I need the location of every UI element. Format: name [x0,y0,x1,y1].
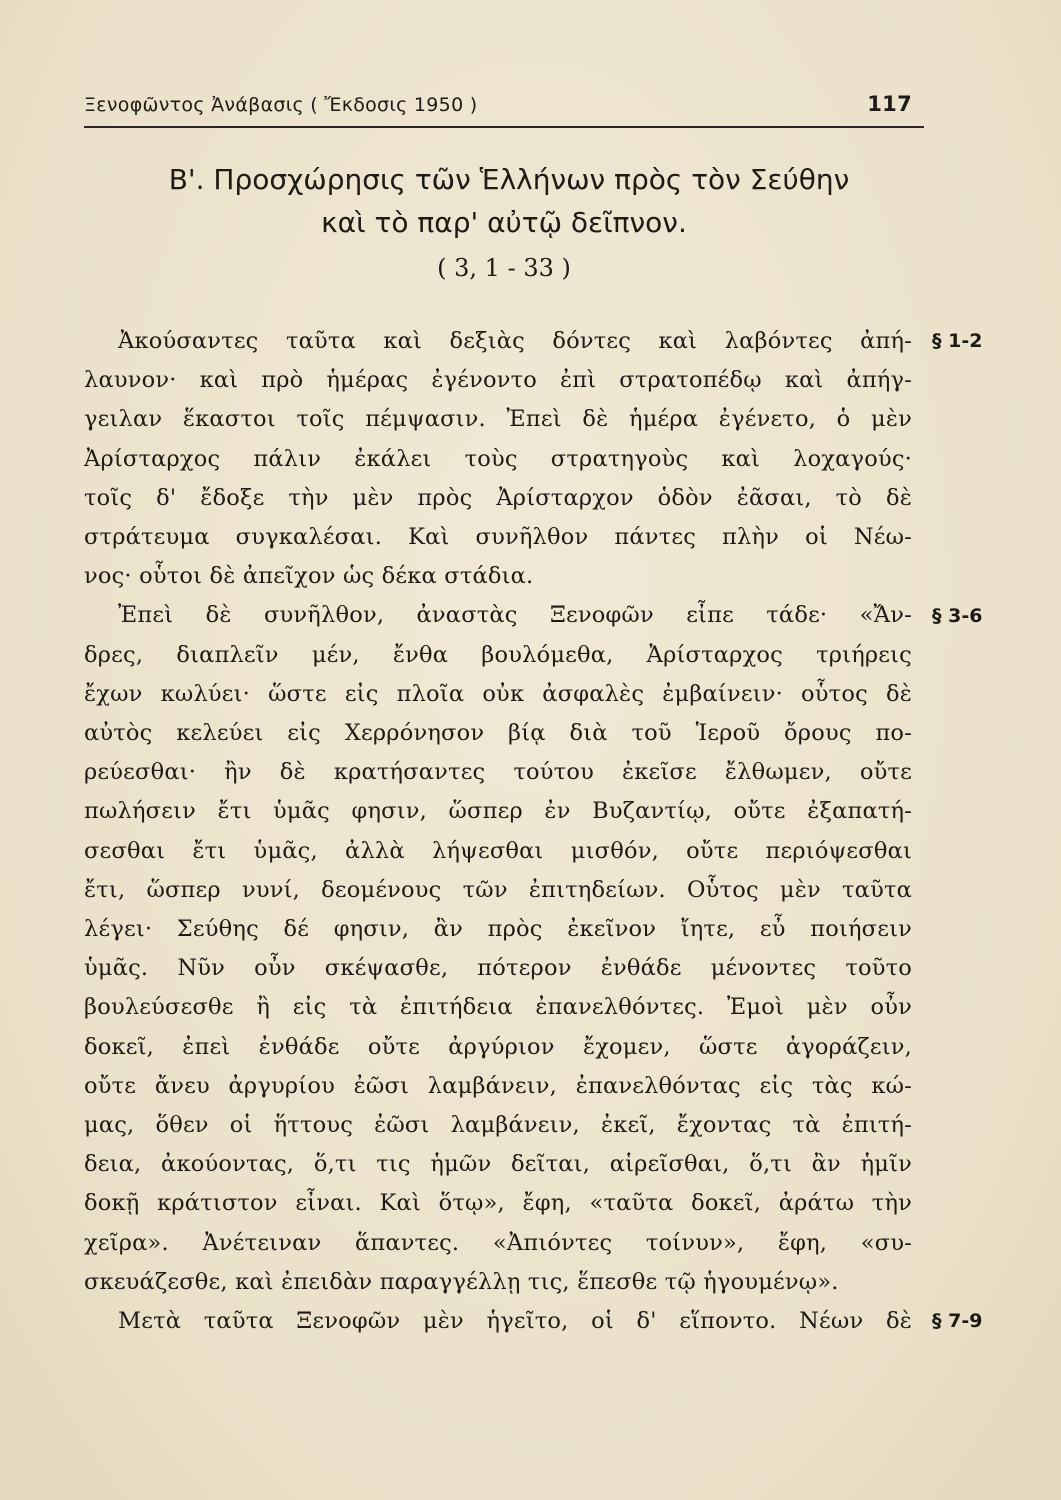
section-title [84,158,924,244]
text-line: Μετὰ ταῦτα Ξενοφῶν μὲν ἡγεῖτο, οἱ δ' εἵποντο. Νέων δὲ [118,1308,912,1335]
text-line: νος· οὗτοι δὲ ἀπεῖχον ὡς δέκα στάδια. [84,563,534,590]
running-title: Ξενοφῶντος Ἀνάβασις ( Ἔκδοσις 1950 ) [84,94,478,116]
text-line: ὑμᾶς. Νῦν οὖν σκέψασθε, πότερον ἐνθάδε μένοντες τοῦτο [84,955,912,982]
text-line: λέγει· Σεύθης δέ φησιν, ἂν πρὸς ἐκεῖνον ἴητε, εὖ ποιήσειν [84,916,912,943]
margin-note-1-2: § 1-2 [932,330,983,352]
text-line: μας, ὅθεν οἱ ἥττους ἐῶσι λαμβάνειν, ἐκεῖ, ἔχοντας τὰ ἐπιτή- [84,1112,912,1139]
text-line: λαυνον· καὶ πρὸ ἡμέρας ἐγένοντο ἐπὶ στρατοπέδῳ καὶ ἀπήγ- [84,367,912,394]
text-line: δεια, ἀκούοντας, ὅ,τι τις ἡμῶν δεῖται, αἱρεῖσθαι, ὅ,τι ἂν ἡμῖν [84,1151,912,1178]
text-line: σεσθαι ἔτι ὑμᾶς, ἀλλὰ λήψεσθαι μισθόν, οὔτε περιόψεσθαι [84,837,912,864]
text-line: χεῖρα». Ἀνέτειναν ἅπαντες. «Ἀπιόντες τοίνυν», ἔφη, «συ- [84,1229,912,1256]
text-line: δοκεῖ, ἐπεὶ ἐνθάδε οὔτε ἀργύριον ἔχομεν, ὥστε ἀγοράζειν, [84,1033,912,1060]
text-line: βουλεύσεσθε ἢ εἰς τὰ ἐπιτήδεια ἐπανελθόντες. Ἐμοὶ μὲν οὖν [84,994,912,1021]
text-line: γειλαν ἕκαστοι τοῖς πέμψασιν. Ἐπεὶ δὲ ἡμέρα ἐγένετο, ὁ μὲν [84,406,912,433]
running-head [84,92,924,116]
header-rule [84,126,924,128]
text-line: στράτευμα συγκαλέσαι. Καὶ συνῆλθον πάντες πλὴν οἱ Νέω- [84,524,912,551]
text-line: Ἀκούσαντες ταῦτα καὶ δεξιὰς δόντες καὶ λαβόντες ἀπή- [118,328,912,354]
text-line: ἔτι, ὥσπερ νυνί, δεομένους τῶν ἐπιτηδείων. Οὗτος μὲν ταῦτα [84,876,912,903]
text-line: ἔχων κωλύει· ὥστε εἰς πλοῖα οὐκ ἀσφαλὲς ἐμβαίνειν· οὗτος δὲ [84,680,912,707]
text-line: αὐτὸς κελεύει εἰς Χερρόνησον βίᾳ διὰ τοῦ Ἱεροῦ ὄρους πο- [84,720,912,747]
section-title-line-2: καὶ τὸ παρ' αὐτῷ δεῖπνον. [321,206,687,239]
text-line: πωλήσειν ἔτι ὑμᾶς φησιν, ὥσπερ ἐν Βυζαντίῳ, οὔτε ἐξαπατή- [84,798,912,825]
text-line: δοκῇ κράτιστον εἶναι. Καὶ ὅτῳ», ἔφη, «ταῦτα δοκεῖ, ἀράτω τὴν [84,1190,912,1217]
text-line: σκευάζεσθε, καὶ ἐπειδὰν παραγγέλλῃ τις, ἕπεσθε τῷ ἡγουμένῳ». [84,1268,839,1295]
margin-note-7-9: § 7-9 [932,1310,983,1332]
section-title-line-1: Β'. Προσχώρησις τῶν Ἑλλήνων πρὸς τὸν Σεύθην [168,163,850,196]
text-line: τοῖς δ' ἔδοξε τὴν μὲν πρὸς Ἀρίσταρχον ὁδὸν ἐᾶσαι, τὸ δὲ [84,484,912,511]
text-line: δρες, διαπλεῖν μέν, ἔνθα βουλόμεθα, Ἀρίσταρχος τριήρεις [84,641,912,668]
text-line: οὔτε ἄνευ ἀργυρίου ἐῶσι λαμβάνειν, ἐπανελθόντας εἰς τὰς κώ- [84,1072,912,1099]
body-text [84,322,912,1341]
text-line: Ἀρίσταρχος πάλιν ἐκάλει τοὺς στρατηγοὺς καὶ λοχαγούς· [84,445,912,472]
page-number: 117 [867,92,912,116]
chapter-range: ( 3, 1 - 33 ) [437,254,571,282]
margin-note-3-6: § 3-6 [932,605,983,627]
text-line: Ἐπεὶ δὲ συνῆλθον, ἀναστὰς Ξενοφῶν εἶπε τάδε· «Ἄν- [118,602,912,629]
text-line: ρεύεσθαι· ἢν δὲ κρατήσαντες τούτου ἐκεῖσε ἔλθωμεν, οὔτε [84,759,912,786]
